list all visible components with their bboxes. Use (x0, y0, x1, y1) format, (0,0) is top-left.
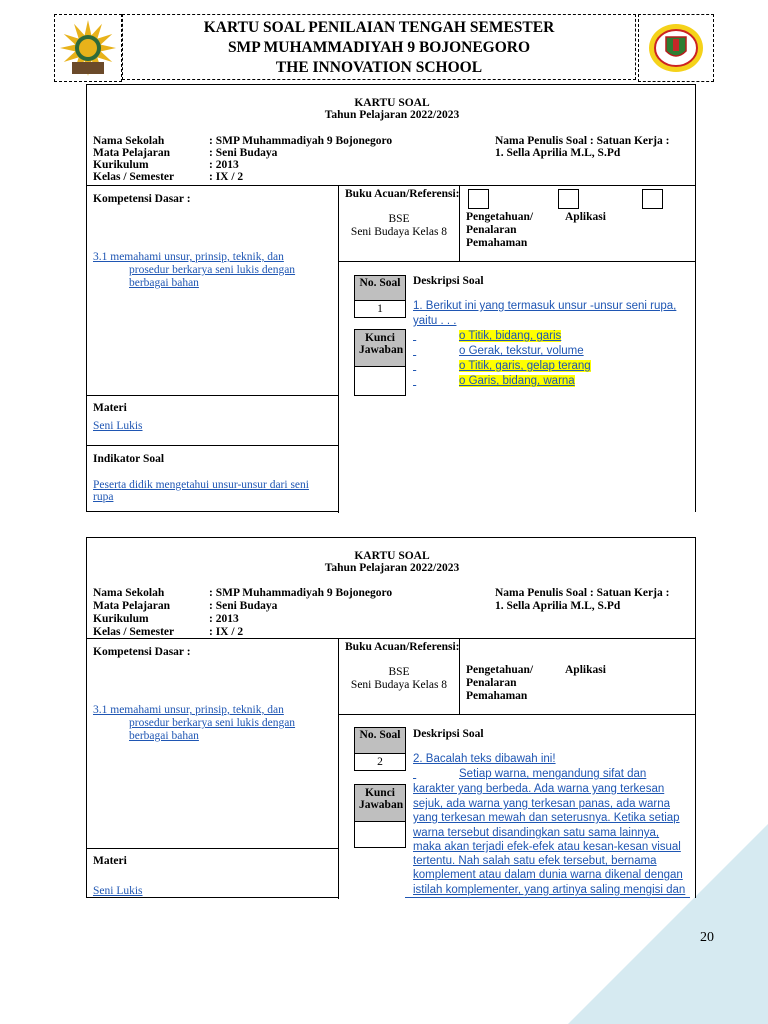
school-label: Nama Sekolah (93, 587, 165, 599)
answer-key-box[interactable] (354, 366, 406, 396)
question-number: 2 (354, 753, 406, 771)
option-b[interactable] (459, 344, 584, 359)
question-line: istilah komplementer, yang artinya saling mengisi dan (413, 884, 686, 896)
writer-value: 1. Sella Aprilia M.L, S.Pd (495, 147, 621, 159)
question-number-header: No. Soal (354, 727, 406, 754)
question-line: 2. Bacalah teks dibawah ini! (413, 753, 556, 765)
curriculum-label: Kurikulum (93, 613, 149, 625)
materi-value: Seni Lukis (93, 885, 143, 897)
class-label: Kelas / Semester (93, 626, 175, 638)
question-line: komplement atau dalam dunia warna dikenal dengan (413, 869, 683, 881)
document-header (122, 14, 636, 80)
materi-value: Seni Lukis (93, 420, 143, 432)
question-line: maka akan terjadi efek-efek atau kesan-kesan visual (413, 841, 681, 853)
class-value: : IX / 2 (209, 626, 244, 638)
writer-value: 1. Sella Aprilia M.L, S.Pd (495, 600, 621, 612)
curriculum-value: : 2013 (209, 159, 239, 171)
question-line: karakter yang berbeda. Ada warna yang terkesan (413, 783, 665, 795)
reference-label: Buku Acuan/Referensi: (345, 188, 460, 200)
curriculum-value: : 2013 (209, 613, 239, 625)
level-understand: Pemahaman (466, 690, 528, 702)
option-text: o Gerak, tekstur, volume (459, 345, 584, 357)
header-line-2: SMP MUHAMMADIYAH 9 BOJONEGORO (227, 39, 531, 56)
curriculum-label: Kurikulum (93, 159, 149, 171)
question-line: Setiap warna, mengandung sifat dan (459, 768, 647, 780)
level-knowledge: Pengetahuan/ (466, 664, 534, 676)
subject-label: Mata Pelajaran (93, 147, 170, 159)
option-text: o Titik, garis, gelap terang (459, 360, 591, 372)
divider (459, 185, 460, 261)
kd-line-2: prosedur berkarya seni lukis dengan (129, 264, 296, 276)
option-c[interactable] (459, 359, 591, 374)
divider (338, 261, 696, 262)
divider (87, 445, 338, 446)
header-line-3: THE INNOVATION SCHOOL (275, 59, 483, 76)
card-title: KARTU SOAL (354, 97, 430, 109)
question-line: yang terkesan mewah dan seterusnya. Ketika setiap (413, 812, 680, 824)
indent-spacer (413, 329, 459, 344)
option-a[interactable] (459, 329, 561, 344)
materi-label: Materi (93, 855, 127, 867)
level-apply: Aplikasi (565, 664, 606, 676)
answer-key-box[interactable] (354, 821, 406, 848)
indikator-line-1: Peserta didik mengetahui unsur-unsur dari seni (93, 479, 309, 491)
materi-label: Materi (93, 402, 127, 414)
question-line: sejuk, ada warna yang terkesan panas, ada warna (413, 798, 670, 810)
right-logo (638, 14, 714, 82)
description-label: Deskripsi Soal (413, 728, 484, 740)
answer-key-header: Kunci Jawaban (354, 329, 406, 367)
subject-label: Mata Pelajaran (93, 600, 170, 612)
school-value: : SMP Muhammadiyah 9 Bojonegoro (209, 135, 393, 147)
school-crest-logo-icon (639, 15, 713, 81)
writer-label: Nama Penulis Soal : Satuan Kerja : (495, 135, 670, 147)
indikator-label: Indikator Soal (93, 453, 165, 465)
subject-value: : Seni Budaya (209, 600, 278, 612)
level-checkbox[interactable] (642, 189, 663, 209)
card-year: Tahun Pelajaran 2022/2023 (324, 562, 460, 574)
indent-spacer (413, 374, 459, 389)
divider (86, 511, 338, 512)
divider (87, 848, 338, 849)
level-checkbox[interactable] (468, 189, 489, 209)
divider (338, 714, 696, 715)
indent-spacer (413, 767, 459, 782)
reference-line-2: Seni Budaya Kelas 8 (350, 679, 448, 691)
class-value: : IX / 2 (209, 171, 244, 183)
divider (459, 638, 460, 714)
divider (87, 638, 696, 639)
kd-line-1: 3.1 memahami unsur, prinsip, teknik, dan (93, 251, 284, 263)
divider (87, 395, 338, 396)
option-text: o Garis, bidang, warna (459, 375, 575, 387)
divider (86, 897, 338, 898)
divider (405, 897, 690, 898)
level-knowledge: Pengetahuan/ (466, 211, 534, 223)
reference-label: Buku Acuan/Referensi: (345, 641, 460, 653)
question-line: warna tersebut disandingkan satu sama lainnya, (413, 827, 660, 839)
kd-line-3: berbagai bahan (129, 730, 199, 742)
question-line: yaitu . . . (413, 315, 457, 327)
option-d[interactable] (459, 374, 575, 389)
reference-line-1: BSE (388, 666, 410, 678)
option-text: o Titik, bidang, garis (459, 330, 562, 342)
question-card-1 (86, 84, 696, 512)
indent-spacer (413, 359, 459, 374)
page-number: 20 (700, 930, 714, 945)
muhammadiyah-logo-icon (55, 15, 121, 81)
level-reason: Penalaran (466, 224, 517, 236)
question-number-header: No. Soal (354, 275, 406, 301)
school-label: Nama Sekolah (93, 135, 165, 147)
question-line: tertentu. Nah salah satu efek tersebut, bernama (413, 855, 657, 867)
class-label: Kelas / Semester (93, 171, 175, 183)
school-value: : SMP Muhammadiyah 9 Bojonegoro (209, 587, 393, 599)
description-label: Deskripsi Soal (413, 275, 484, 287)
kd-line-2: prosedur berkarya seni lukis dengan (129, 717, 296, 729)
question-line: 1. Berikut ini yang termasuk unsur -unsur seni rupa, (413, 300, 677, 312)
subject-value: : Seni Budaya (209, 147, 278, 159)
kd-label: Kompetensi Dasar : (93, 646, 191, 658)
writer-label: Nama Penulis Soal : Satuan Kerja : (495, 587, 670, 599)
card-year: Tahun Pelajaran 2022/2023 (324, 109, 460, 121)
card-title: KARTU SOAL (354, 550, 430, 562)
level-checkbox[interactable] (558, 189, 579, 209)
indent-spacer (413, 344, 459, 359)
kd-line-3: berbagai bahan (129, 277, 199, 289)
reference-line-1: BSE (388, 213, 410, 225)
kd-line-1: 3.1 memahami unsur, prinsip, teknik, dan (93, 704, 284, 716)
left-logo (54, 14, 122, 82)
level-reason: Penalaran (466, 677, 517, 689)
level-understand: Pemahaman (466, 237, 528, 249)
question-card-2 (86, 537, 696, 898)
kd-label: Kompetensi Dasar : (93, 193, 191, 205)
reference-line-2: Seni Budaya Kelas 8 (350, 226, 448, 238)
question-number: 1 (354, 300, 406, 318)
divider (87, 185, 696, 186)
level-apply: Aplikasi (565, 211, 606, 223)
answer-key-header: Kunci Jawaban (354, 784, 406, 822)
header-line-1: KARTU SOAL PENILAIAN TENGAH SEMESTER (203, 19, 555, 36)
indikator-line-2: rupa (93, 491, 114, 503)
